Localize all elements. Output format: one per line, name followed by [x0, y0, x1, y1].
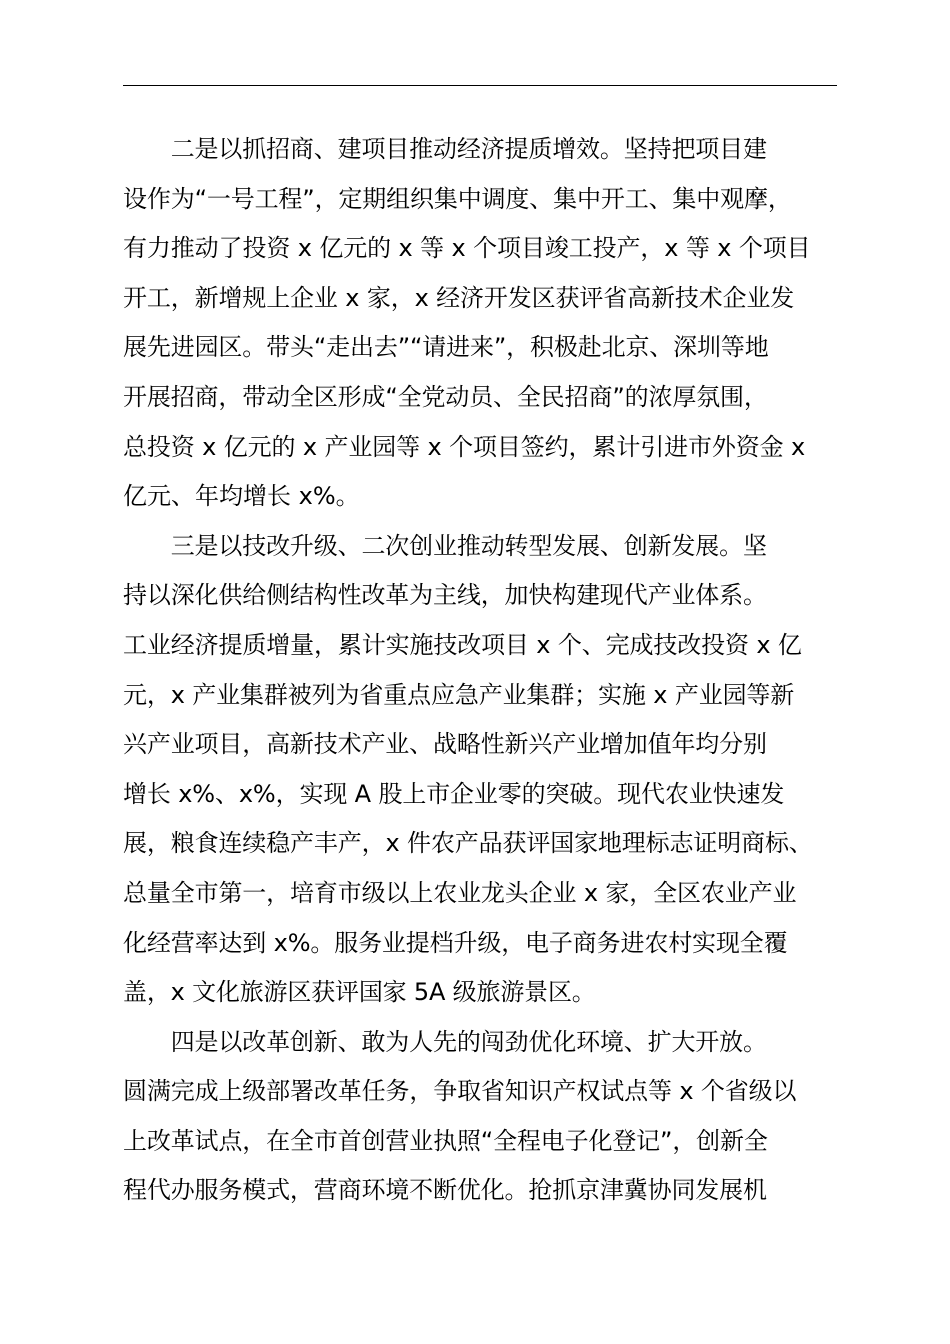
- text-line: 总量全市第一，培育市级以上农业龙头企业 x 家，全区农业产业: [123, 878, 797, 907]
- text-line: 设作为“一号工程”，定期组织集中调度、集中开工、集中观摩，: [123, 184, 792, 213]
- text-line: 二是以抓招商、建项目推动经济提质增效。坚持把项目建: [123, 135, 767, 163]
- text-line: 开工，新增规上企业 x 家，x 经济开发区获评省高新技术企业发: [123, 283, 795, 312]
- text-line: 元，x 产业集群被列为省重点应急产业集群；实施 x 产业园等新: [123, 680, 795, 709]
- text-line: 圆满完成上级部署改革任务，争取省知识产权试点等 x 个省级以: [123, 1077, 797, 1106]
- text-line: 亿元、年均增长 x%。: [123, 482, 360, 511]
- text-line: 展先进园区。带头“走出去”“请进来”，积极赴北京、深圳等地: [123, 333, 769, 362]
- text-line: 上改革试点，在全市首创营业执照“全程电子化登记”，创新全: [123, 1126, 768, 1155]
- text-line: 有力推动了投资 x 亿元的 x 等 x 个项目竣工投产，x 等 x 个项目: [123, 234, 811, 263]
- text-line: 化经营率达到 x%。服务业提档升级，电子商务进农村实现全覆: [123, 928, 788, 957]
- text-line: 总投资 x 亿元的 x 产业园等 x 个项目签约，累计引进市外资金 x: [123, 432, 806, 461]
- text-line: 四是以改革创新、敢为人先的闯劲优化环境、扩大开放。: [123, 1027, 767, 1056]
- header-rule: [123, 85, 837, 86]
- body-text: [123, 125, 841, 1216]
- text-line: 展，粮食连续稳产丰产，x 件农产品获评国家地理标志证明商标、: [123, 829, 813, 858]
- text-line: 程代办服务模式，营商环境不断优化。抢抓京津冀协同发展机: [123, 1176, 767, 1205]
- text-line: 增长 x%、x%，实现 A 股上市企业零的突破。现代农业快速发: [123, 779, 785, 808]
- text-line: 三是以技改升级、二次创业推动转型发展、创新发展。坚: [123, 531, 767, 560]
- text-line: 工业经济提质增量，累计实施技改项目 x 个、完成技改投资 x 亿: [123, 630, 802, 659]
- text-line: 持以深化供给侧结构性改革为主线，加快构建现代产业体系。: [123, 581, 767, 610]
- text-line: 兴产业项目，高新技术产业、战略性新兴产业增加值年均分别: [123, 730, 767, 759]
- text-line: 开展招商，带动全区形成“全党动员、全民招商”的浓厚氛围，: [123, 382, 768, 411]
- text-line: 盖，x 文化旅游区获评国家 5A 级旅游景区。: [123, 978, 596, 1007]
